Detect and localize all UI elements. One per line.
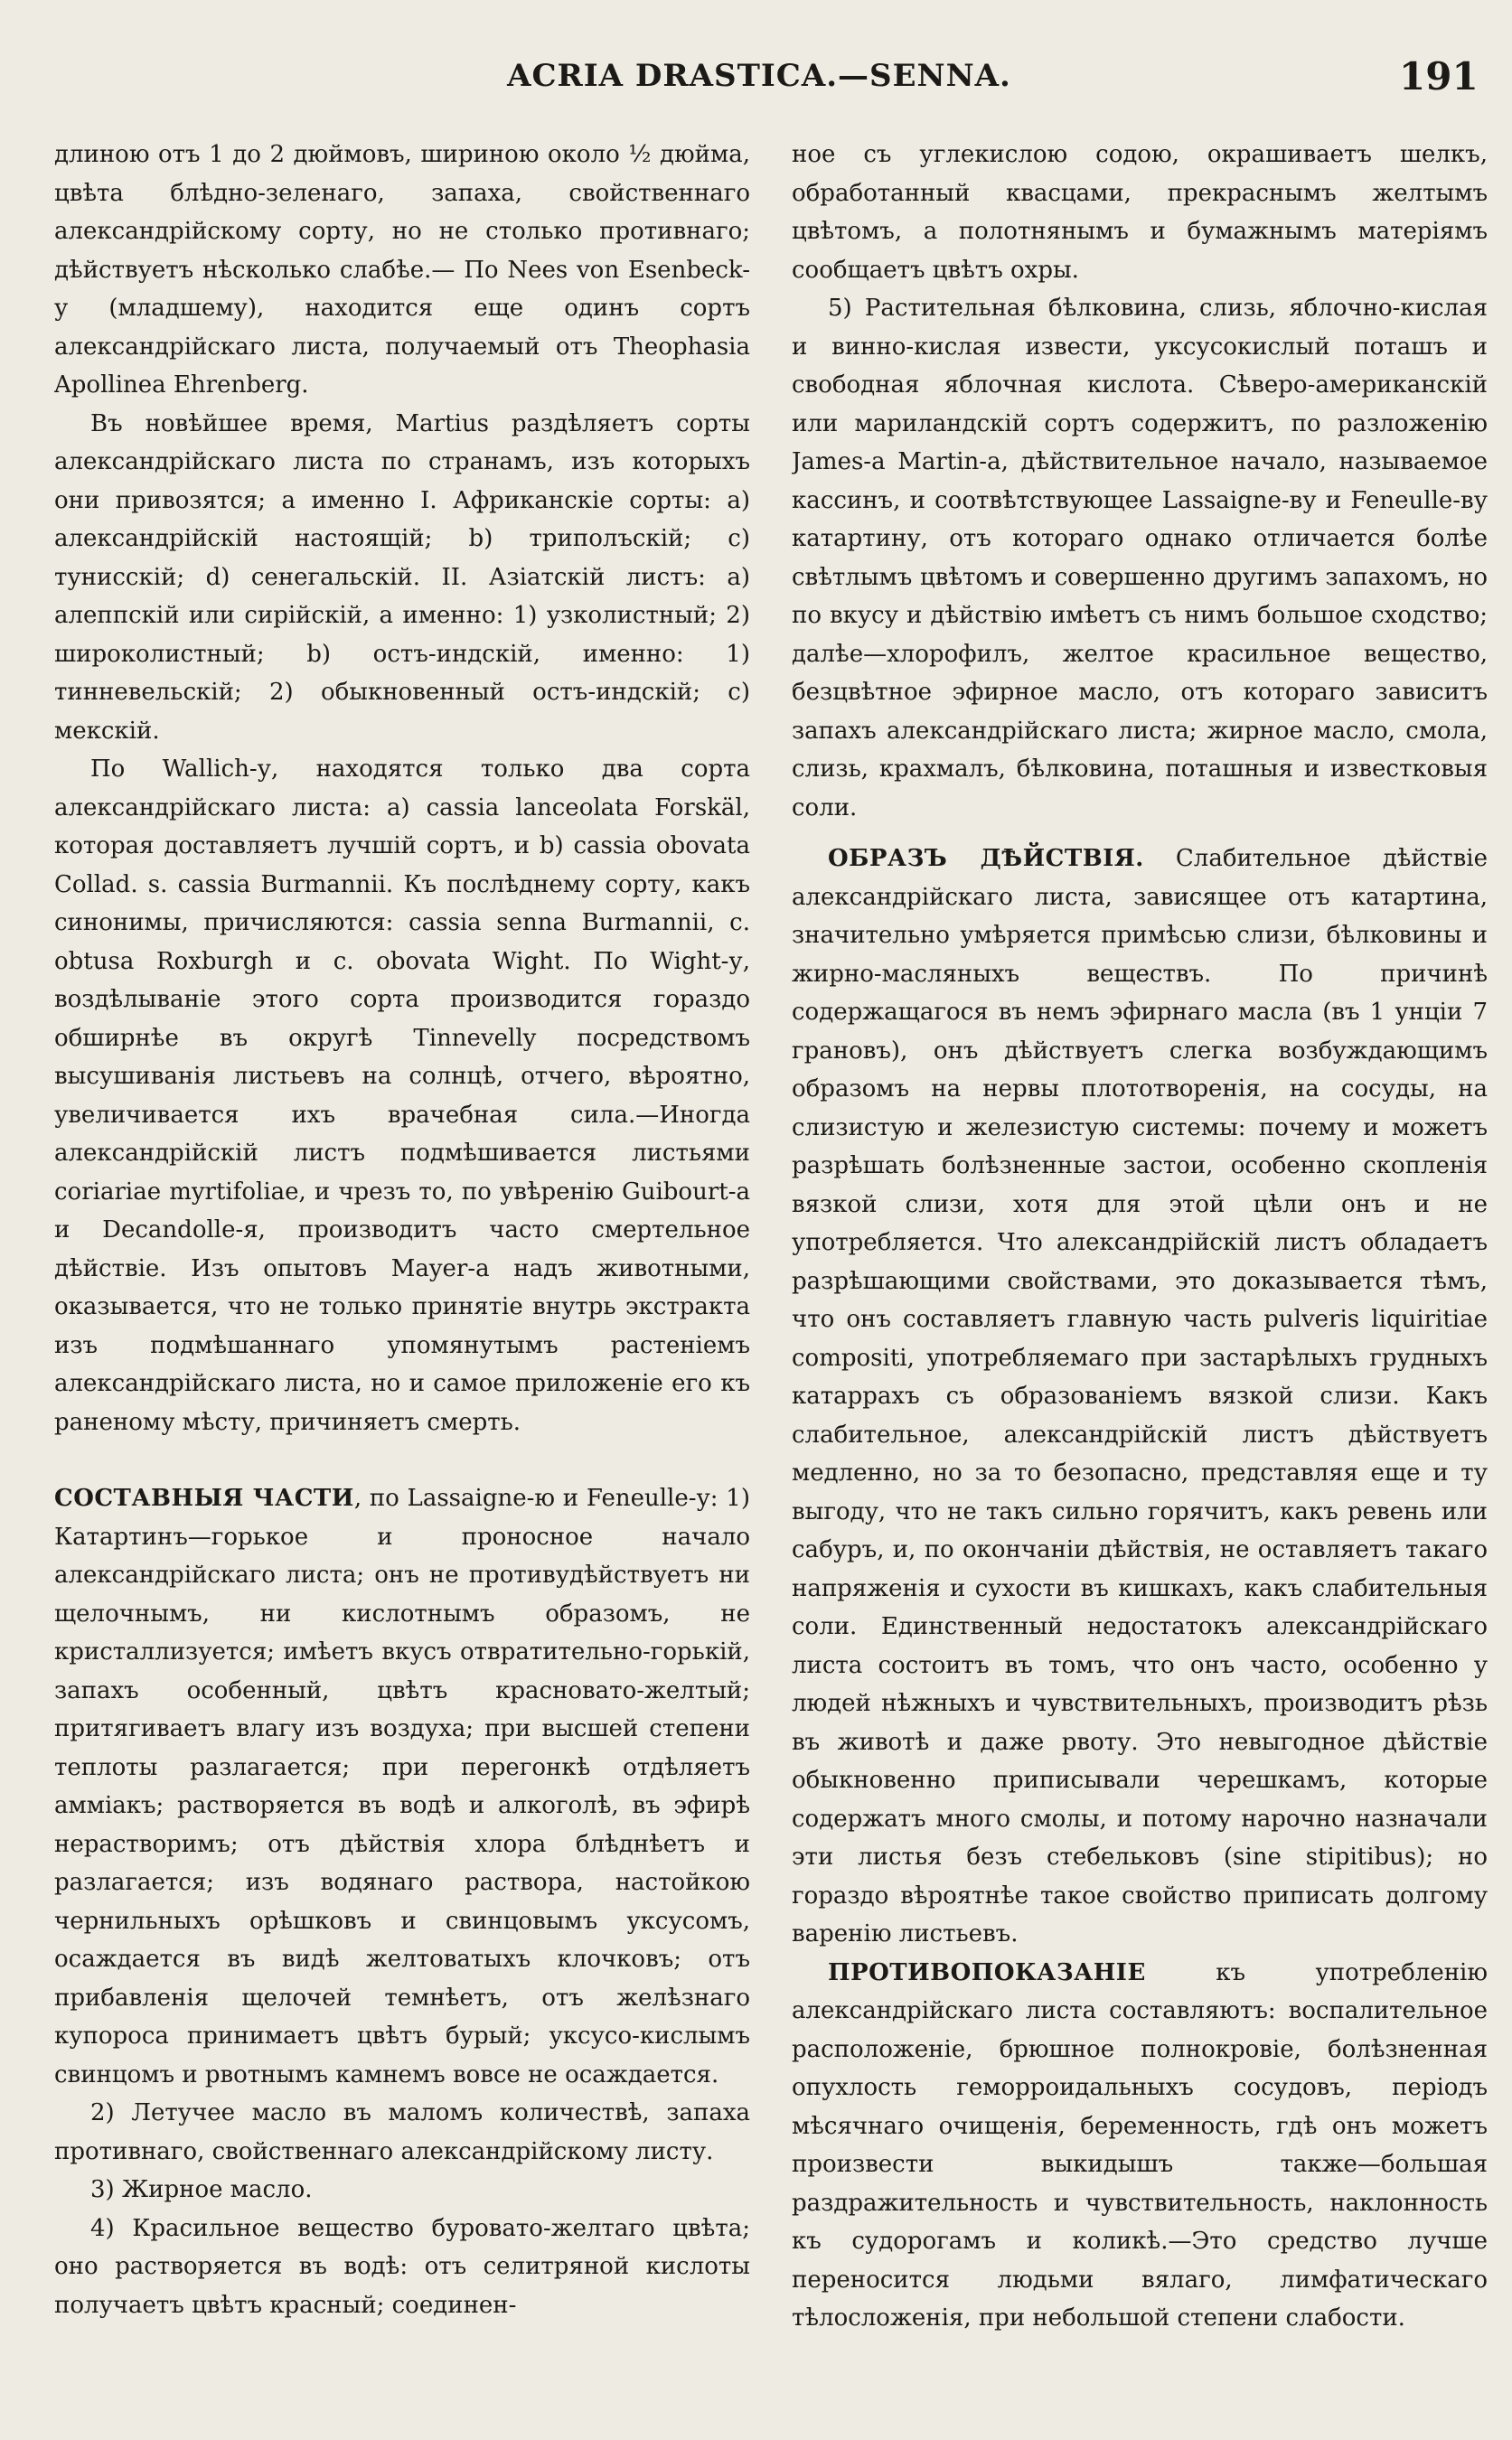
paragraph: длиною отъ 1 до 2 дюймовъ, шириною около ½ дюйма, цвѣта блѣдно-зеленаго, запаха, свойственнаго александрійскому сорту, но не столько противнаго; дѣйствуетъ нѣсколько слабѣе.— По Nees von Esenbeck-у (младшему), находится еще одинъ сортъ александрійскаго листа, получаемый отъ Theophasia Apollinea Ehrenberg. <box>54 141 750 399</box>
paragraph: 4) Красильное вещество буровато-желтаго цвѣта; оно растворяется въ водѣ: отъ селитряной кислоты получаетъ цвѣтъ красный; соединен- <box>54 2214 750 2319</box>
running-head <box>0 54 1512 112</box>
section-paragraph <box>792 840 1488 1954</box>
paragraph: 2) Летучее масло въ маломъ количествѣ, запаха противнаго, свойственнаго александрійскому листу. <box>54 2099 750 2165</box>
running-title: ACRIA DRASTICA.—SENNA. <box>507 58 1011 94</box>
paragraph: 5) Растительная бѣлковина, слизь, яблочно-кислая и винно-кислая извести, уксусокислый поташъ и свободная яблочная кислота. Сѣверо-американскій или мариландскій сортъ содержитъ, по разложенію James-а Martin-а, дѣйствительное начало, называемое кассинъ, и соотвѣтствующее Lassaigne-ву и Fenеulle-ву катартину, отъ котораго однако отличается болѣе свѣтлымъ цвѣтомъ и совершенно другимъ запахомъ, но по вкусу и дѣйствію имѣетъ съ нимъ большое сходство; далѣе—хлорофилъ, желтое красильное вещество, безцвѣтное эфирное масло, отъ котораго зависитъ запахъ александрійскаго листа; жирное масло, смола, слизь, крахмалъ, бѣлковина, поташныя и известковыя соли. <box>792 295 1488 821</box>
paragraph: 3) Жирное масло. <box>90 2176 313 2203</box>
section-text: , по Lassaigne-ю и Fenеulle-у: 1) Катартинъ—горькое и проносное начало александрійскаго листа; онъ не противудѣйствуетъ ни щелочнымъ, ни кислотнымъ образомъ, не кристаллизуется; имѣетъ вкусъ отвратительно-горькій, запахъ особенный, цвѣтъ красновато-желтый; притягиваетъ влагу изъ воздуха; при высшей степени теплоты разлагается; при перегонкѣ отдѣляетъ амміакъ; растворяется въ водѣ и алкоголѣ, въ эфирѣ нерастворимъ; отъ дѣйствія хлора блѣднѣетъ и разлагается; изъ водянаго раствора, настойкою чернильныхъ орѣшковъ и свинцовымъ уксусомъ, осаждается въ видѣ желтоватыхъ клочковъ; отъ прибавленія щелочей темнѣетъ, отъ желѣзнаго купороса принимаетъ цвѣтъ бурый; уксусо-кислымъ свинцомъ и рвотнымъ камнемъ вовсе не осаждается. <box>54 1485 750 2088</box>
section-heading: ОБРАЗЪ ДѢЙСТВІЯ. <box>828 845 1144 872</box>
paragraph: Въ новѣйшее время, Martius раздѣляетъ сорты александрійскаго листа по странамъ, изъ которыхъ они привозятся; а именно I. Африканскіе сорты: a) александрійскій настоящій; b) триполъскій; c) тунисскій; d) сенегальскій. II. Азіатскій листъ: a) алеппскій или сирійскій, а именно: 1) узколистный; 2) широколистный; b) остъ-индскій, именно: 1) тинневельскій; 2) обыкновенный остъ-индскій; c) мекскій. <box>54 409 750 745</box>
section-paragraph <box>792 1954 1488 2338</box>
paragraph: ное съ углекислою содою, окрашиваетъ шелкъ, обработанный квасцами, прекраснымъ желтымъ цвѣтомъ, а полотнянымъ и бумажнымъ матеріямъ сообщаетъ цвѣтъ охры. <box>792 141 1488 284</box>
right-column <box>792 136 1488 2359</box>
left-column <box>54 136 750 2359</box>
section-text: къ употребленію александрійскаго листа составляютъ: воспалительное расположеніе, брюшное полнокровіе, болѣзненная опухлость геморроидальныхъ сосудовъ, періодъ мѣсячнаго очищенія, беременность, гдѣ онъ можетъ произвести выкидышъ также—большая раздражительность и чувствительность, наклонность къ судорогамъ и коликѣ.—Это средство лучше переносится людьми вялаго, лимфатическаго тѣлосложенія, при небольшой степени слабости. <box>792 1958 1488 2332</box>
section-text: Слабительное дѣйствіе александрійскаго листа, зависящее отъ катартина, значительно умѣряется примѣсью слизи, бѣлковины и жирно-масляныхъ веществъ. По причинѣ содержащагося въ немъ эфирнаго масла (въ 1 унціи 7 грановъ), онъ дѣйствуетъ слегка возбуждающимъ образомъ на нервы плототворенія, на сосуды, на слизистую и железистую системы: почему и можетъ разрѣшать болѣзненные застои, особенно скопленія вязкой слизи, хотя для этой цѣли онъ и не употребляется. Что александрійскій листъ обладаетъ разрѣшающими свойствами, это доказывается тѣмъ, что онъ составляетъ главную часть pulveris liquiritiae compositi, употребляемаго при застарѣлыхъ грудныхъ катаррахъ съ образованіемъ вязкой слизи. Какъ слабительное, александрійскій листъ дѣйствуетъ медленно, но за то безопасно, представляя еще и ту выгоду, что не такъ сильно горячитъ, какъ ревень или сабуръ, и, по окончаніи дѣйствія, не оставляетъ такаго напряженія и сухости въ кишкахъ, какъ слабительныя соли. Единственный недостатокъ александрійскаго листа состоитъ въ томъ, что онъ часто, особенно у людей нѣжныхъ и чувствительныхъ, производитъ рѣзь въ животѣ и даже рвоту. Это невыгодное дѣйствіе обыкновенно приписывали черешкамъ, которые содержатъ много смолы, и потому нарочно назначали эти листья безъ стебельковъ (sine stipitibus); но гораздо вѣроятнѣе такое свойство приписать долгому варенію листьевъ. <box>792 845 1488 1947</box>
paragraph: По Wallich-у, находятся только два сорта александрійскаго листа: a) cassia lanceolata Forskäl, которая доставляетъ лучшій сортъ, и b) cassia obovata Collad. s. cassia Burmannii. Къ послѣднему сорту, какъ синонимы, причисляются: cassia senna Burmannii, c. obtusa Roxburgh и c. obovata Wight. По Wight-у, воздѣлываніе этого сорта производится гораздо обширнѣе въ округѣ Tinnevelly посредствомъ высушиванія листьевъ на солнцѣ, отчего, вѣроятно, увеличивается ихъ врачебная сила.—Иногда александрійскій листъ подмѣшивается листьями coriariae myrtifoliae, и чрезъ то, по увѣренію Guibourt-а и Decandolle-я, производитъ часто смертельное дѣйствіе. Изъ опытовъ Mayer-а надъ животными, оказывается, что не только принятіе внутрь экстракта изъ подмѣшаннаго упомянутымъ растеніемъ александрійскаго листа, но и самое приложеніе его къ раненому мѣсту, причиняетъ смерть. <box>54 755 750 1436</box>
section-heading: СОСТАВНЫЯ ЧАСТИ <box>54 1485 354 1512</box>
section-heading: ПРОТИВОПОКАЗАНІЕ <box>828 1958 1146 1986</box>
page-number: 191 <box>1399 54 1479 99</box>
section-paragraph <box>54 1479 750 2094</box>
